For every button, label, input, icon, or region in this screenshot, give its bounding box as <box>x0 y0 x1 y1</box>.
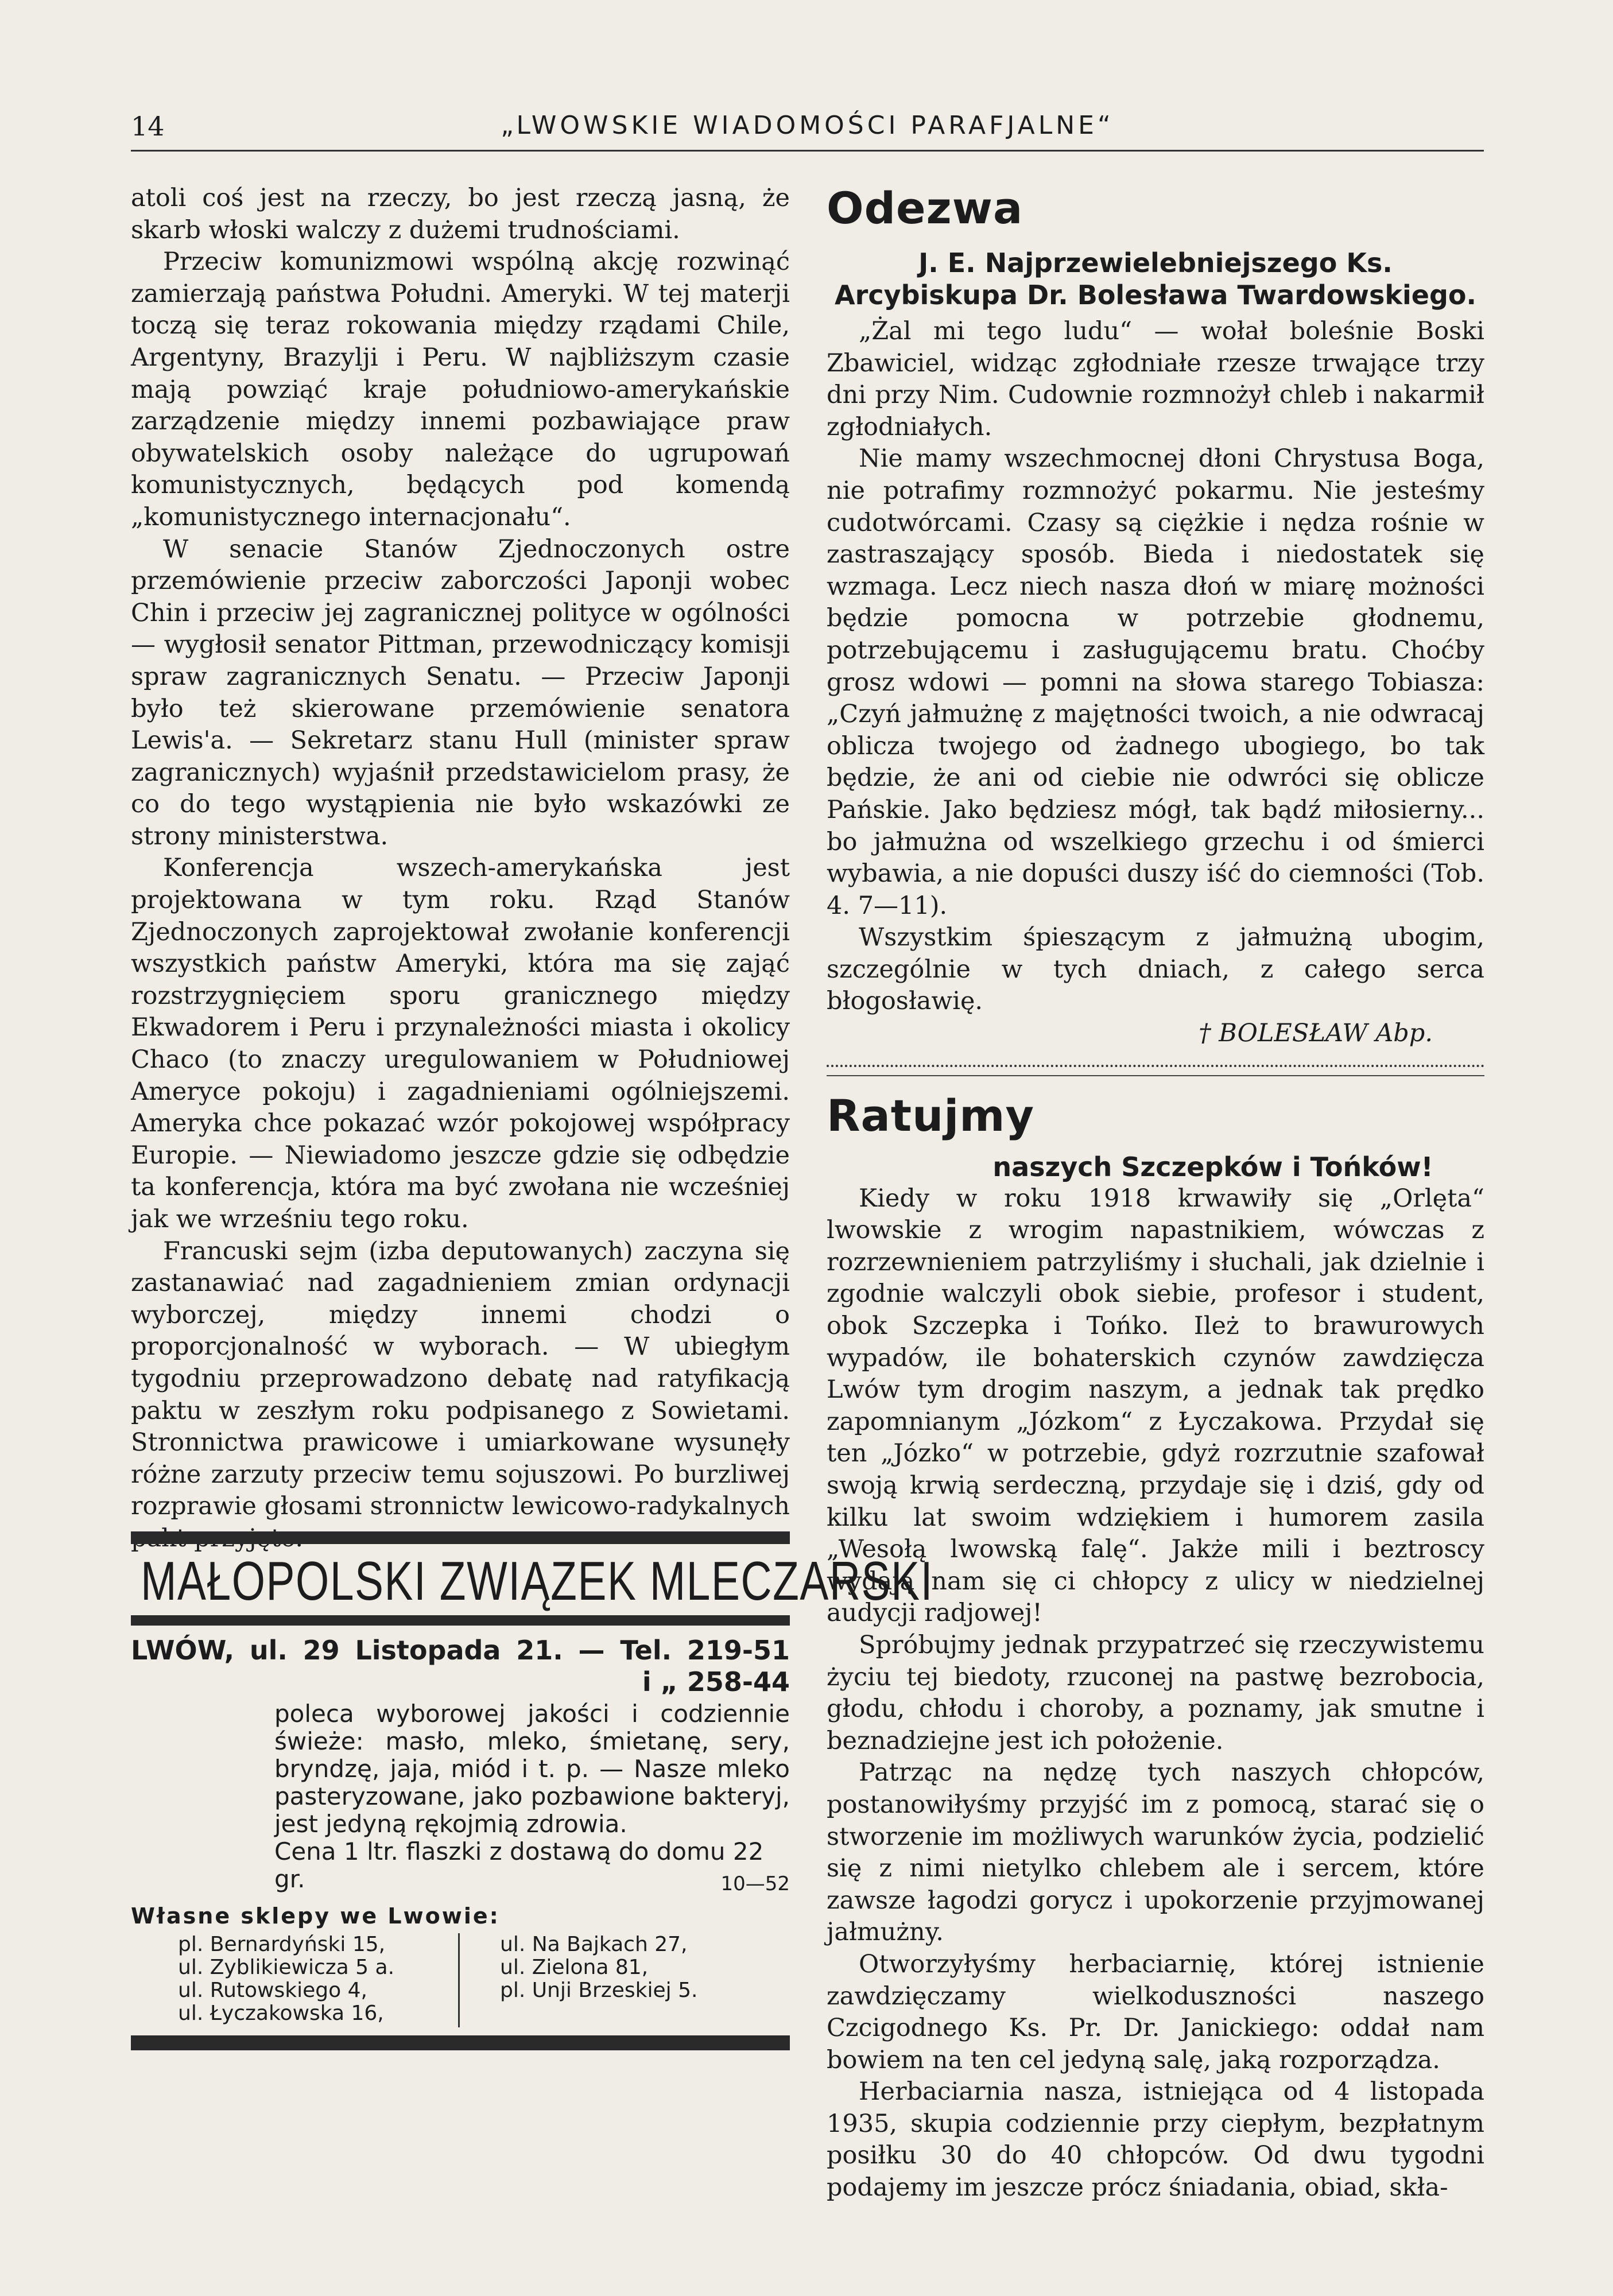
appeal-paragraph: „Żal mi tego ludu“ — wołał boleśnie Boski Zbawiciel, widząc zgłodniałe rzesze trwające trzy dni przy Nim. Cudownie rozmnożył chleb i nakarmił zgłodniałych. <box>827 317 1484 441</box>
ad-code: 10—52 <box>720 1872 790 1895</box>
rescue-paragraph: Herbaciarnia nasza, istniejąca od 4 listopada 1935, skupia codziennie przy ciepłym, bezpłatnym posiłku 30 do 40 chłopców. Od dwu tygodni podajemy im jeszcze prócz śniadania, obiad, skła- <box>827 2077 1484 2202</box>
ad-bottom-bar <box>131 2035 790 2050</box>
ad-brand: MAŁOPOLSKI ZWIĄZEK MLECZARSKI <box>141 1550 933 1612</box>
article-paragraph: Konferencja wszech-amerykańska jest projektowana w tym roku. Rząd Stanów Zjednoczonych zaprojektował zwołanie konferencji wszystkich państw Ameryki, która ma się zająć rozstrzygnięciem sporu granicznego między Ekwadorem i Peru i przynależności miasta i okolicy Chaco (to znaczy uregulowaniem w Południowej Ameryce pokoju) i zagadnieniami ogólniejszemi. Ameryka chce pokazać wzór pokojowej współpracy Europie. — Niewiadomo jeszcze gdzie się odbędzie ta konferencja, która ma być zwołana nie wcześniej jak we wrześniu tego roku. <box>131 854 790 1234</box>
shops-list-1 <box>131 1933 460 2027</box>
shops-list-2 <box>460 1933 697 2027</box>
shop-item: ul. Na Bajkach 27, <box>500 1933 688 1956</box>
ornamental-divider <box>827 1065 1484 1076</box>
shop-item: pl. Unji Brzeskiej 5. <box>500 1979 698 2002</box>
article-paragraph: Francuski sejm (izba deputowanych) zaczyna się zastanawiać nad zagadnieniem zmian ordynacji wyborczej, między innemi chodzi o proporcjonalność w wyborach. — W ubiegłym tygodniu przeprowadzono debatę nad ratyfikacją paktu w zeszłym roku podpisanego z Sowietami. Stronnictwa prawicowe i umiarkowane wysunęły różne zarzuty przeciw temu sojuszowi. Po burzliwej rozprawie głosami stronnictw lewicowo-radykalnych <box>131 1236 790 1521</box>
page-header <box>131 106 1484 152</box>
ad-price: Cena 1 ltr. flaszki z dostawą do domu 22 gr. <box>274 1837 764 1893</box>
article-paragraph: W senacie Stanów Zjednoczonych ostre przemówienie przeciw zaborczości Japonji wobec Chin i przeciw jej zagranicznej polityce w ogólności — wygłosił senator Pittman, przewodniczący komisji spraw zagranicznych Senatu. — Przeciw Japonji było też skierowane przemówienie senatora Lewis'a. — Sekretarz stanu Hull (minister spraw zagranicznych) wyjaśnił przedstawicielom prasy, że co do tego wystąpienia nie było wskazówki ze strony ministerstwa. <box>131 534 790 851</box>
rescue-paragraph: Spróbujmy jednak przypatrzeć się rzeczywistemu życiu tej biedoty, rzuconej na pastwę bezrobocia, głodu, chłodu i choroby, a poznamy, jak smutne i beznadziejne jest ich położenie. <box>827 1630 1484 1755</box>
rescue-heading: Ratujmy <box>827 1089 1035 1141</box>
left-column <box>131 183 790 1555</box>
ad-offer: poleca wyborowej jakości i codziennie świeże: masło, mleko, śmietanę, sery, bryndzę, jaja, miód i t. p. — Nasze mleko pasteryzowane, jako pozbawione bakteryj, jest jedyną rękojmią zdrowia. <box>274 1700 790 1838</box>
ad-price-line <box>274 1838 790 1893</box>
ad-shops <box>131 1933 790 2027</box>
right-column <box>827 183 1484 2204</box>
ad-shops-heading: Własne sklepy we Lwowie: <box>131 1903 500 1929</box>
page-number: 14 <box>131 111 165 142</box>
appeal-paragraph: Wszystkim śpieszącym z jałmużną ubogim, szczególnie w tych dniach, z całego serca błogosławię. <box>827 923 1484 1016</box>
shop-item: ul. Łyczakowska 16, <box>178 2002 384 2025</box>
ad-top-bar <box>131 1531 790 1544</box>
header-rule <box>131 150 1484 152</box>
ad-mid-bar <box>131 1615 790 1626</box>
appeal-heading: Odezwa <box>827 183 1023 234</box>
publication-title: „LWOWSKIE WIADOMOŚCI PARAFJALNE“ <box>501 111 1114 140</box>
ad-phone2: i „ 258-44 <box>642 1666 790 1697</box>
rescue-paragraph: Otworzyłyśmy herbaciarnię, której istnienie zawdzięczamy wielkoduszności naszego Czcigodnego Ks. Pr. Dr. Janickiego: oddał nam bowiem na ten cel jedyną salę, jaką rozporządza. <box>827 1949 1484 2074</box>
appeal-signature: † BOLESŁAW Abp. <box>1199 1019 1433 1048</box>
appeal-subheading: J. E. Najprzewielebniejszego Ks. Arcybiskupa Dr. Bolesława Twardowskiego. <box>835 247 1476 311</box>
shop-item: ul. Zyblikiewicza 5 a. <box>178 1956 395 1979</box>
shop-item: ul. Rutowskiego 4, <box>178 1979 367 2002</box>
ad-address: LWÓW, ul. 29 Listopada 21. — Tel. 219-51 <box>131 1635 790 1666</box>
rescue-paragraph: Kiedy w roku 1918 krwawiły się „Orlęta“ lwowskie z wrogim napastnikiem, wówczas z rozrzewnieniem patrzyliśmy i słuchali, jak dzielnie i zgodnie walczyli obok siebie, profesor i student, obok Szczepka i Tońko. Ileż to brawurowych wypadów, ile bohaterskich czynów zawdzięcza Lwów tym drogim naszym, a jednak tak prędko zapomnianym „Józkom“ z Łyczakowa. Przydał się ten „Józko“ w potrzebie, gdyż rozrzutnie szafował swoją krwią serdeczną, przydaje się i dziś, gdy od kilku lat swoim wdziękiem i humorem zasila „Wesołą lwowską falę“. Jakże mili i beztroscy wydają nam się ci chłopcy z ulicy w niedzielnej audycji radjowej! <box>827 1184 1484 1628</box>
shop-item: ul. Zielona 81, <box>500 1956 649 1979</box>
rescue-subheading: naszych Szczepków i Tońków! <box>992 1151 1433 1182</box>
dairy-advertisement <box>131 1531 933 2050</box>
rescue-paragraph: Patrząc na nędzę tych naszych chłopców, postanowiłyśmy przyjść im z pomocą, starać się o stworzenie im możliwych warunków życia, podzielić się z nimi nietylko chlebem ale i sercem, które zawsze łagodzi gorycz i upokorzenie przyjmowanej jałmużny. <box>827 1758 1484 1947</box>
article-paragraph: Przeciw komunizmowi wspólną akcję rozwinąć zamierzają państwa Południ. Ameryki. W tej materji toczą się teraz rokowania między rządami Chile, Argentyny, Brazylji i Peru. W najbliższym czasie mają powziąć kraje południowo-amerykańskie zarządzenie między innemi pozbawiające praw obywatelskich osoby należące do ugrupowań komunistycznych, będących pod komendą „komunistycznego internacjonału“. <box>131 247 790 532</box>
shop-item: pl. Bernardyński 15, <box>178 1933 386 1956</box>
appeal-paragraph: Nie mamy wszechmocnej dłoni Chrystusa Boga, nie potrafimy rozmnożyć pokarmu. Nie jesteśmy cudotwórcami. Czasy są ciężkie i nędza rośnie w zastraszający sposób. Bieda i niedostatek się wzmaga. Lecz niech nasza dłoń w miarę możności będzie pomocna w potrzebie głodnemu, potrzebującemu i zasługującemu bratu. Choćby grosz wdowi — pomni na słowa starego Tobiasza: „Czyń jałmużnę z majętności twoich, a nie odwracaj oblicza twojego od żadnego ubogiego, bo tak będzie, że ani od ciebie nie odwróci się oblicze Pańskie. Jako będziesz mógł, tak bądź miłosierny... bo jałmużna od wszelkiego grzechu i od śmierci wybawia, a nie dopuści duszy iść do ciemności (Tob. 4. 7—11). <box>827 444 1484 920</box>
article-paragraph: atoli coś jest na rzeczy, bo jest rzeczą jasną, że skarb włoski walczy z dużemi trudnościami. <box>131 184 790 245</box>
